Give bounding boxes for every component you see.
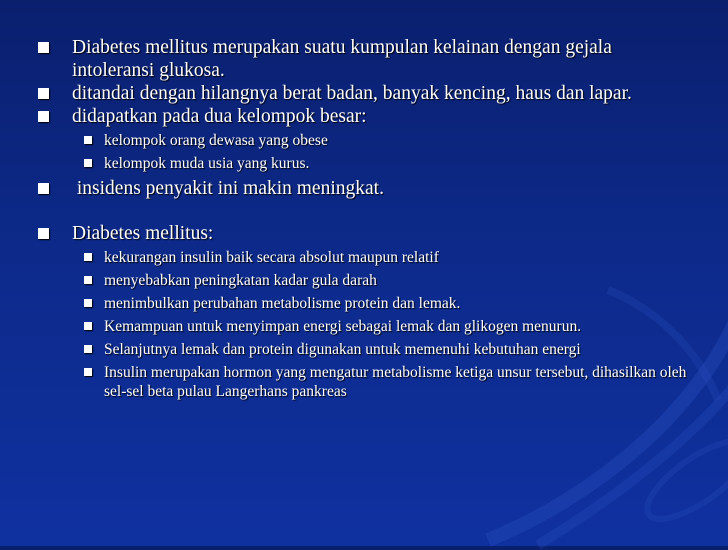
square-bullet-icon: [38, 183, 49, 194]
sub-bullet-item: [84, 317, 698, 336]
sub-bullet-text: menimbulkan perubahan metabolisme protein dan lemak.: [104, 295, 461, 312]
sub-bullet-text: menyebabkan peningkatan kadar gula darah: [104, 272, 377, 289]
sub-bullet-item: [84, 271, 698, 290]
square-bullet-icon: [84, 253, 92, 261]
sub-bullet-text: Kemampuan untuk menyimpan energi sebagai lemak dan glikogen menurun.: [104, 318, 582, 335]
sub-bullet-list: [84, 248, 698, 401]
sub-bullet-item: [84, 154, 698, 173]
square-bullet-icon: [38, 42, 49, 53]
square-bullet-icon: [84, 322, 92, 330]
square-bullet-icon: [84, 276, 92, 284]
slide-content: [38, 36, 698, 405]
square-bullet-icon: [84, 136, 92, 144]
sub-bullet-item: [84, 294, 698, 313]
bullet-item: [38, 82, 698, 105]
sub-bullet-text: Insulin merupakan hormon yang mengatur metabolisme ketiga unsur tersebut, dihasilkan oleh sel-sel beta pulau Langerhans pankreas: [104, 364, 687, 400]
sub-bullet-item: [84, 340, 698, 359]
bullet-item: [38, 177, 698, 200]
sub-bullet-item: [84, 363, 698, 401]
square-bullet-icon: [84, 299, 92, 307]
sub-bullet-text: kelompok muda usia yang kurus.: [104, 155, 310, 172]
square-bullet-icon: [38, 88, 49, 99]
bullet-item: [38, 36, 698, 82]
bullet-text: insidens penyakit ini makin meningkat.: [72, 178, 384, 199]
sub-bullet-text: kelompok orang dewasa yang obese: [104, 132, 328, 149]
bullet-text: didapatkan pada dua kelompok besar:: [72, 106, 367, 127]
sub-bullet-item: [84, 248, 698, 267]
square-bullet-icon: [38, 228, 49, 239]
sub-bullet-text: kekurangan insulin baik secara absolut maupun relatif: [104, 249, 439, 266]
bullet-text: Diabetes mellitus:: [72, 223, 214, 244]
square-bullet-icon: [84, 368, 92, 376]
square-bullet-icon: [38, 111, 49, 122]
square-bullet-icon: [84, 345, 92, 353]
bullet-text: Diabetes mellitus merupakan suatu kumpulan kelainan dengan gejala intoleransi glukosa.: [72, 37, 612, 81]
sub-bullet-text: Selanjutnya lemak dan protein digunakan untuk memenuhi kebutuhan energi: [104, 341, 581, 358]
square-bullet-icon: [84, 159, 92, 167]
bullet-list: [38, 36, 698, 401]
bullet-item: [38, 105, 698, 173]
sub-bullet-item: [84, 131, 698, 150]
sub-bullet-list: [84, 131, 698, 173]
bullet-text: ditandai dengan hilangnya berat badan, banyak kencing, haus dan lapar.: [72, 83, 632, 104]
bullet-item: [38, 222, 698, 401]
